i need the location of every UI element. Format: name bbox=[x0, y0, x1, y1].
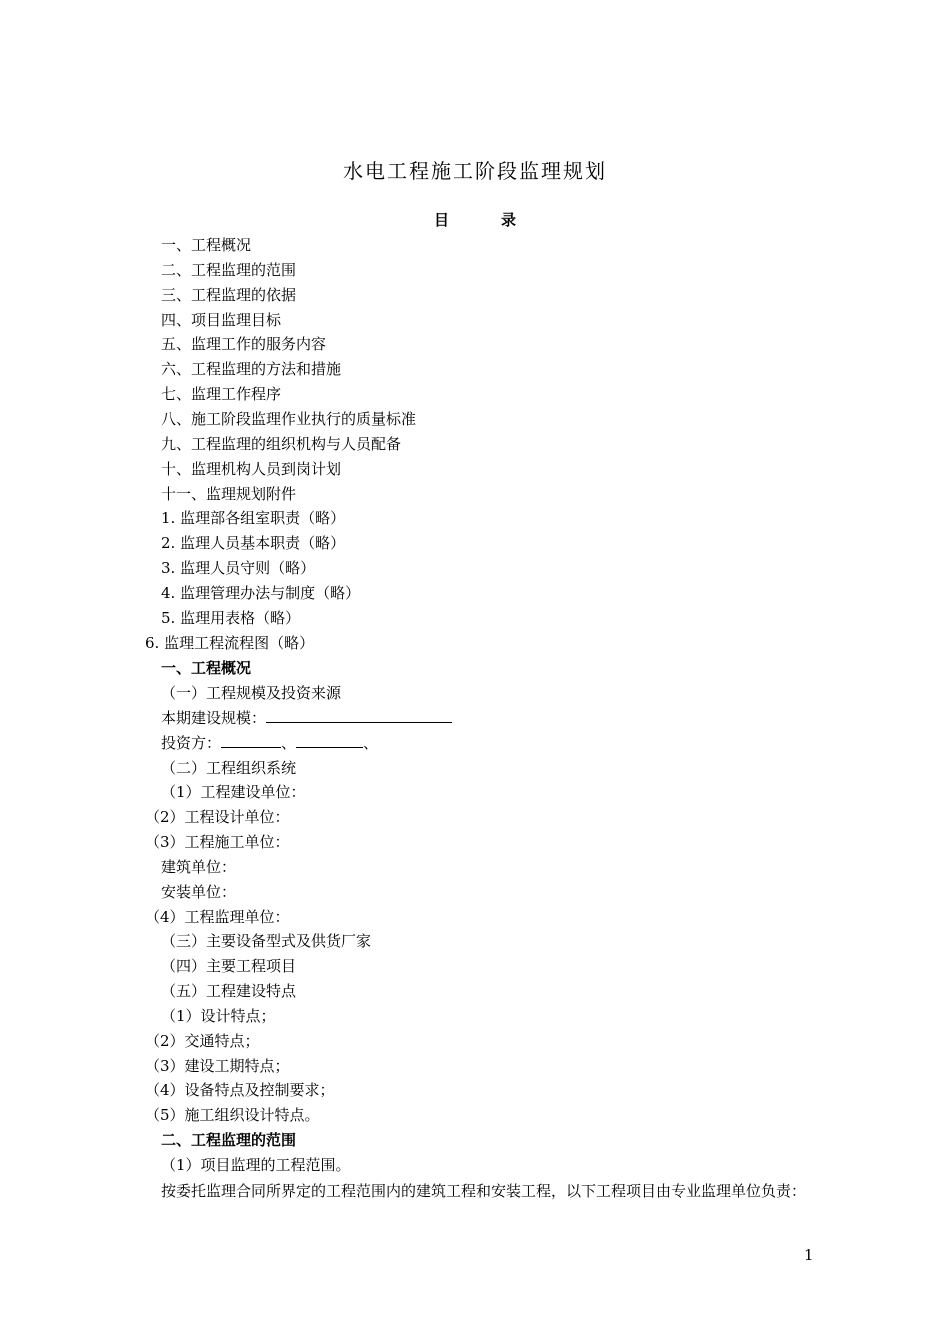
toc-item: 4. 监理管理办法与制度（略） bbox=[161, 584, 361, 602]
toc-item: 三、工程监理的依据 bbox=[161, 286, 297, 304]
toc-item: 一、工程概况 bbox=[161, 236, 252, 254]
org-item: （3）工程施工单位： bbox=[145, 833, 290, 851]
org-item: （1）工程建设单位： bbox=[161, 783, 306, 801]
toc-item: 6. 监理工程流程图（略） bbox=[145, 634, 315, 652]
investor-label: 投资方： bbox=[161, 734, 222, 752]
feature-item: （2）交通特点； bbox=[145, 1032, 260, 1050]
scope-item: （1）项目监理的工程范围。 bbox=[161, 1156, 351, 1174]
toc-item: 四、项目监理目标 bbox=[161, 311, 282, 329]
toc-item: 3. 监理人员守则（略） bbox=[161, 559, 316, 577]
org-item: （2）工程设计单位： bbox=[145, 808, 290, 826]
subsection-heading: （三）主要设备型式及供货厂家 bbox=[161, 932, 372, 950]
investor-separator: 、 bbox=[281, 734, 297, 752]
org-item: （4）工程监理单位： bbox=[145, 908, 290, 926]
scale-label: 本期建设规模： bbox=[161, 709, 267, 727]
page-number: 1 bbox=[804, 1246, 814, 1264]
scale-blank bbox=[266, 706, 452, 723]
section-heading: 一、工程概况 bbox=[161, 659, 252, 677]
toc-item: 二、工程监理的范围 bbox=[161, 261, 297, 279]
scale-line bbox=[161, 706, 452, 730]
subsection-heading: （二）工程组织系统 bbox=[161, 759, 297, 777]
feature-item: （5）施工组织设计特点。 bbox=[145, 1106, 320, 1124]
investor-line bbox=[161, 731, 378, 755]
body-paragraph: 按委托监理合同所界定的工程范围内的建筑工程和安装工程，以下工程项目由专业监理单位负责： bbox=[161, 1182, 807, 1200]
toc-heading bbox=[0, 209, 950, 231]
toc-heading-right: 录 bbox=[501, 211, 517, 229]
org-subitem: 安装单位： bbox=[161, 883, 237, 901]
section-heading: 二、工程监理的范围 bbox=[161, 1131, 297, 1149]
investor-blank-2 bbox=[296, 731, 363, 748]
toc-item: 1. 监理部各组室职责（略） bbox=[161, 509, 346, 527]
toc-item: 九、工程监理的组织机构与人员配备 bbox=[161, 435, 402, 453]
toc-item: 八、施工阶段监理作业执行的质量标准 bbox=[161, 410, 417, 428]
toc-item: 六、工程监理的方法和措施 bbox=[161, 360, 342, 378]
toc-item: 5. 监理用表格（略） bbox=[161, 609, 301, 627]
subsection-heading: （一）工程规模及投资来源 bbox=[161, 684, 342, 702]
toc-item: 十一、监理规划附件 bbox=[161, 485, 297, 503]
toc-item: 七、监理工作程序 bbox=[161, 385, 282, 403]
investor-separator: 、 bbox=[363, 734, 379, 752]
document-title: 水电工程施工阶段监理规划 bbox=[343, 159, 607, 183]
feature-item: （4）设备特点及控制要求； bbox=[145, 1081, 335, 1099]
feature-item: （3）建设工期特点； bbox=[145, 1057, 290, 1075]
subsection-heading: （四）主要工程项目 bbox=[161, 957, 297, 975]
toc-item: 十、监理机构人员到岗计划 bbox=[161, 460, 342, 478]
toc-item: 五、监理工作的服务内容 bbox=[161, 335, 327, 353]
toc-heading-left: 目 bbox=[433, 211, 449, 229]
investor-blank-1 bbox=[221, 731, 281, 748]
org-subitem: 建筑单位： bbox=[161, 858, 237, 876]
toc-item: 2. 监理人员基本职责（略） bbox=[161, 534, 346, 552]
feature-item: （1）设计特点； bbox=[161, 1007, 276, 1025]
subsection-heading: （五）工程建设特点 bbox=[161, 982, 297, 1000]
